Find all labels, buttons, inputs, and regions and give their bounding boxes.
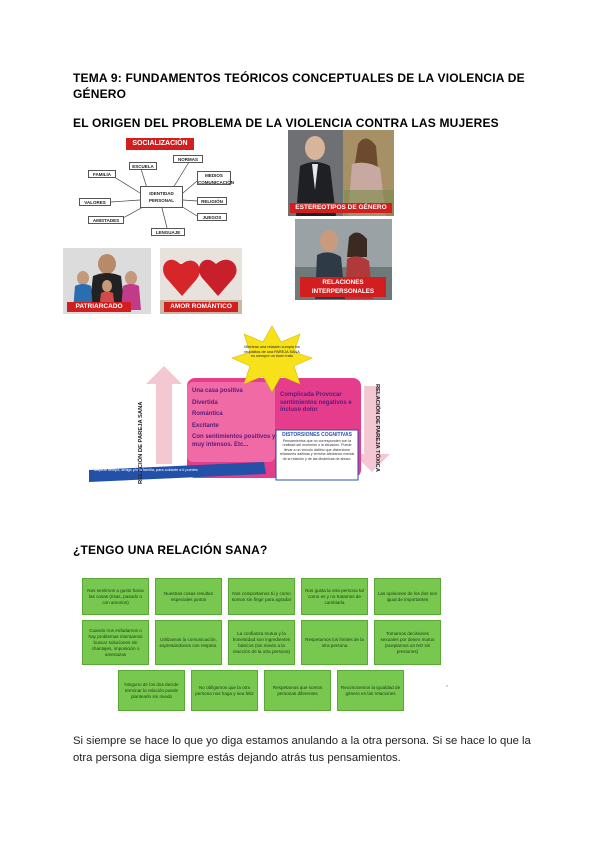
religion-node: RELIGIÓN — [197, 197, 227, 205]
checklist-item: Reconocemos la igualdad de género en las relaciones — [337, 670, 404, 711]
checklist-item: Nos comportamos tú y como somos sin fingir para agradar — [228, 578, 295, 615]
closing-paragraph: Si siempre se hace lo que yo diga estamos anulando a la otra persona. Si se hace lo que la otra persona diga siempre estás dejando atrás tus pensamientos. — [73, 735, 531, 764]
norms-node: NORMAS — [173, 155, 203, 163]
patriarchy-caption: PATRIARCADO — [67, 302, 131, 312]
distortions-text: Pensamientos que no corresponden con la realidad del momento o la situación. Puede llevar a un vínculo dañino que distorsione relaciones dañinas y termine afectando mental de la relación y de las dinámicas de abuso. — [279, 439, 355, 461]
section-title-origin: EL ORIGEN DEL PROBLEMA DE LA VIOLENCIA CONTRA LAS MUJERES — [73, 116, 499, 130]
checklist-item: Respetamos los límites de la otra persona — [301, 620, 368, 665]
identity-node: IDENTIDAD PERSONAL — [140, 186, 183, 208]
games-node: JUEGOS — [197, 213, 227, 221]
checklist-item: Nos gusta la otra persona tal como es y no tratamos de cambiarla — [301, 578, 368, 615]
checklist-item: Nos sentimos a gusto hacia las cosas (risas, pasado o con amorios) — [82, 578, 149, 615]
bottom-banner-text: Mejorar tiempo, amigo y/o la familia, para cuidarte a ti puedes — [94, 468, 198, 472]
page-title: TEMA 9: FUNDAMENTOS TEÓRICOS CONCEPTUALES DE LA VIOLENCIA DE GÉNERO — [73, 71, 525, 101]
healthy-feature-item: Con sentimientos positivos y muy intensos. Etc... — [192, 434, 276, 448]
socialization-diagram — [85, 138, 247, 243]
healthy-feature-item: Una casa positiva — [192, 388, 243, 394]
checklist-item: Las opiniones de los dos son igual de importantes — [374, 578, 441, 615]
healthy-feature-item: Excitante — [192, 422, 219, 429]
socialization-title: SOCIALIZACIÓN — [126, 138, 194, 150]
relations-photo — [295, 219, 392, 300]
stray-mark: , — [446, 681, 448, 688]
distortions-title: DISTORSIONES COGNITIVAS — [282, 432, 352, 438]
checklist-item: Tomamos decisiones sexuales por deseo mutuo (aceptamos un NO sin presiones) — [374, 620, 441, 665]
toxic-description: Complicada Provocar sentimientos negativos e incluso dolor — [280, 392, 352, 413]
language-node: LENGUAJE — [151, 228, 185, 236]
school-node: ESCUELA — [129, 162, 157, 170]
stereotypes-photo — [288, 130, 394, 216]
friends-node: AMISTADES — [88, 216, 124, 224]
stereotypes-caption: ESTEREOTIPOS DE GÉNERO — [290, 203, 392, 213]
checklist-item: Nuestras cosas resultan especiales juntos — [155, 578, 222, 615]
checklist-item: Cuando nos enfadamos o hay problemas intentamos buscar soluciones sin chantajes, imposición o amenazas — [82, 620, 149, 665]
checklist-item: No obligamos que la otra persona nos haga y sea feliz — [191, 670, 258, 711]
romantic-love-photo — [160, 248, 242, 314]
healthy-relationship-label: RELACIÓN DE PAREJA SANA — [138, 401, 144, 484]
checklist-item: Respetamos que somos personas diferentes — [264, 670, 331, 711]
media-node: MEDIOS COMUNICACIÓN — [198, 173, 234, 185]
checklist-item: Ninguno de los dos decide terminar la relación puede plantearlo sin miedo — [118, 670, 185, 711]
healthy-features-list — [192, 388, 276, 449]
relations-caption: RELACIONES INTERPERSONALES — [300, 277, 386, 297]
family-node: FAMILIA — [88, 170, 116, 178]
values-node: VALORES — [79, 198, 111, 206]
healthy-feature-item: Divertida — [192, 399, 218, 406]
patriarchy-photo — [63, 248, 151, 314]
romantic-love-caption: AMOR ROMÁNTICO — [164, 302, 238, 312]
toxic-relationship-label: RELACIÓN DE PAREJA TÓXICA — [374, 384, 380, 472]
relationship-cycle-diagram — [84, 322, 391, 484]
checklist-item: La confianza mutua y la honestidad son ingredientes básicos (sin miedo a la reacción de la otra persona) — [228, 620, 295, 665]
section-title-question: ¿TENGO UNA RELACIÓN SANA? — [73, 543, 268, 557]
star-note: Mientras una relación cumpla los requisitos de una PAREJA SANA es siempre un buen trato — [244, 345, 300, 359]
healthy-feature-item: Romántica — [192, 411, 223, 417]
checklist-item: Utilizamos la comunicación, expresándonos con respeto. — [155, 620, 222, 665]
